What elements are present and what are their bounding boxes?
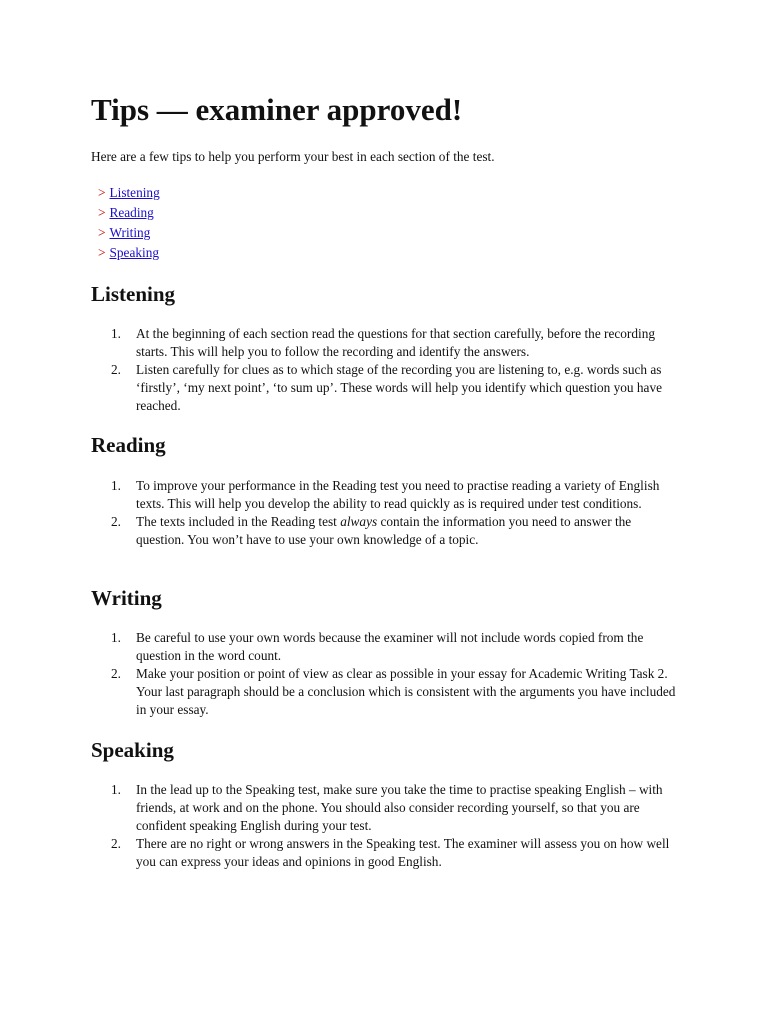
arrow-icon: > — [98, 185, 106, 200]
toc-link-writing[interactable]: Writing — [109, 225, 151, 240]
arrow-icon: > — [98, 225, 106, 240]
list-item-text: Make your position or point of view as clear as possible in your essay for Academic Writing Task 2. Your last paragraph should be a conclusion which is consistent with the arguments you have included in your essay. — [136, 666, 676, 717]
toc-item-speaking — [98, 243, 160, 263]
arrow-icon: > — [98, 245, 106, 260]
toc-link-listening[interactable]: Listening — [109, 185, 160, 200]
reading-tips-list — [91, 477, 681, 549]
section-heading-writing: Writing — [91, 586, 162, 610]
list-number: 2. — [111, 836, 121, 851]
speaking-tips-list — [91, 781, 681, 871]
page-title: Tips — examiner approved! — [91, 92, 463, 127]
list-number: 1. — [111, 326, 121, 341]
emphasis-text: always — [340, 514, 378, 529]
list-item — [91, 361, 681, 415]
list-item-text: At the beginning of each section read the questions for that section carefully, before the recording starts. This will help you to follow the recording and identify the answers. — [136, 326, 656, 359]
list-number: 1. — [111, 478, 121, 493]
list-number: 1. — [111, 630, 121, 645]
list-item — [91, 665, 681, 719]
list-item — [91, 325, 681, 361]
list-item — [91, 629, 681, 665]
toc-item-listening — [98, 183, 160, 203]
toc-link-speaking[interactable]: Speaking — [109, 245, 159, 260]
list-number: 2. — [111, 514, 121, 529]
toc-item-writing — [98, 223, 160, 243]
list-item-text: Be careful to use your own words because the examiner will not include words copied from the question in the word count. — [136, 630, 644, 663]
table-of-contents — [98, 183, 160, 263]
list-number: 2. — [111, 666, 121, 681]
list-item — [91, 513, 681, 549]
listening-tips-list — [91, 325, 681, 415]
toc-link-reading[interactable]: Reading — [109, 205, 154, 220]
list-item — [91, 477, 681, 513]
list-item-text: To improve your performance in the Reading test you need to practise reading a variety of English texts. This will help you develop the ability to read quickly as is required under test conditions. — [136, 478, 660, 511]
list-number: 1. — [111, 782, 121, 797]
section-heading-reading: Reading — [91, 433, 166, 457]
list-item — [91, 835, 681, 871]
list-item-text — [136, 514, 631, 547]
list-number: 2. — [111, 362, 121, 377]
list-item-text-part: The texts included in the Reading test — [136, 514, 341, 529]
list-item-text: There are no right or wrong answers in the Speaking test. The examiner will assess you on how well you can express your ideas and opinions in good English. — [136, 836, 670, 869]
intro-paragraph: Here are a few tips to help you perform your best in each section of the test. — [91, 149, 495, 164]
arrow-icon: > — [98, 205, 106, 220]
writing-tips-list — [91, 629, 681, 719]
section-heading-speaking: Speaking — [91, 738, 174, 762]
list-item-text-part: contain the information you need to answer the question. You won’t have to use your own knowledge of a topic. — [136, 514, 632, 547]
list-item-text: In the lead up to the Speaking test, make sure you take the time to practise speaking English – with friends, at work and on the phone. You should also consider recording yourself, so that you are confident speaking English during your test. — [136, 782, 663, 833]
list-item-text: Listen carefully for clues as to which stage of the recording you are listening to, e.g. words such as ‘firstly’, ‘my next point’, ‘to sum up’. These words will help you identify which question you have reached. — [136, 362, 663, 413]
list-item — [91, 781, 681, 835]
toc-item-reading — [98, 203, 160, 223]
section-heading-listening: Listening — [91, 282, 176, 306]
